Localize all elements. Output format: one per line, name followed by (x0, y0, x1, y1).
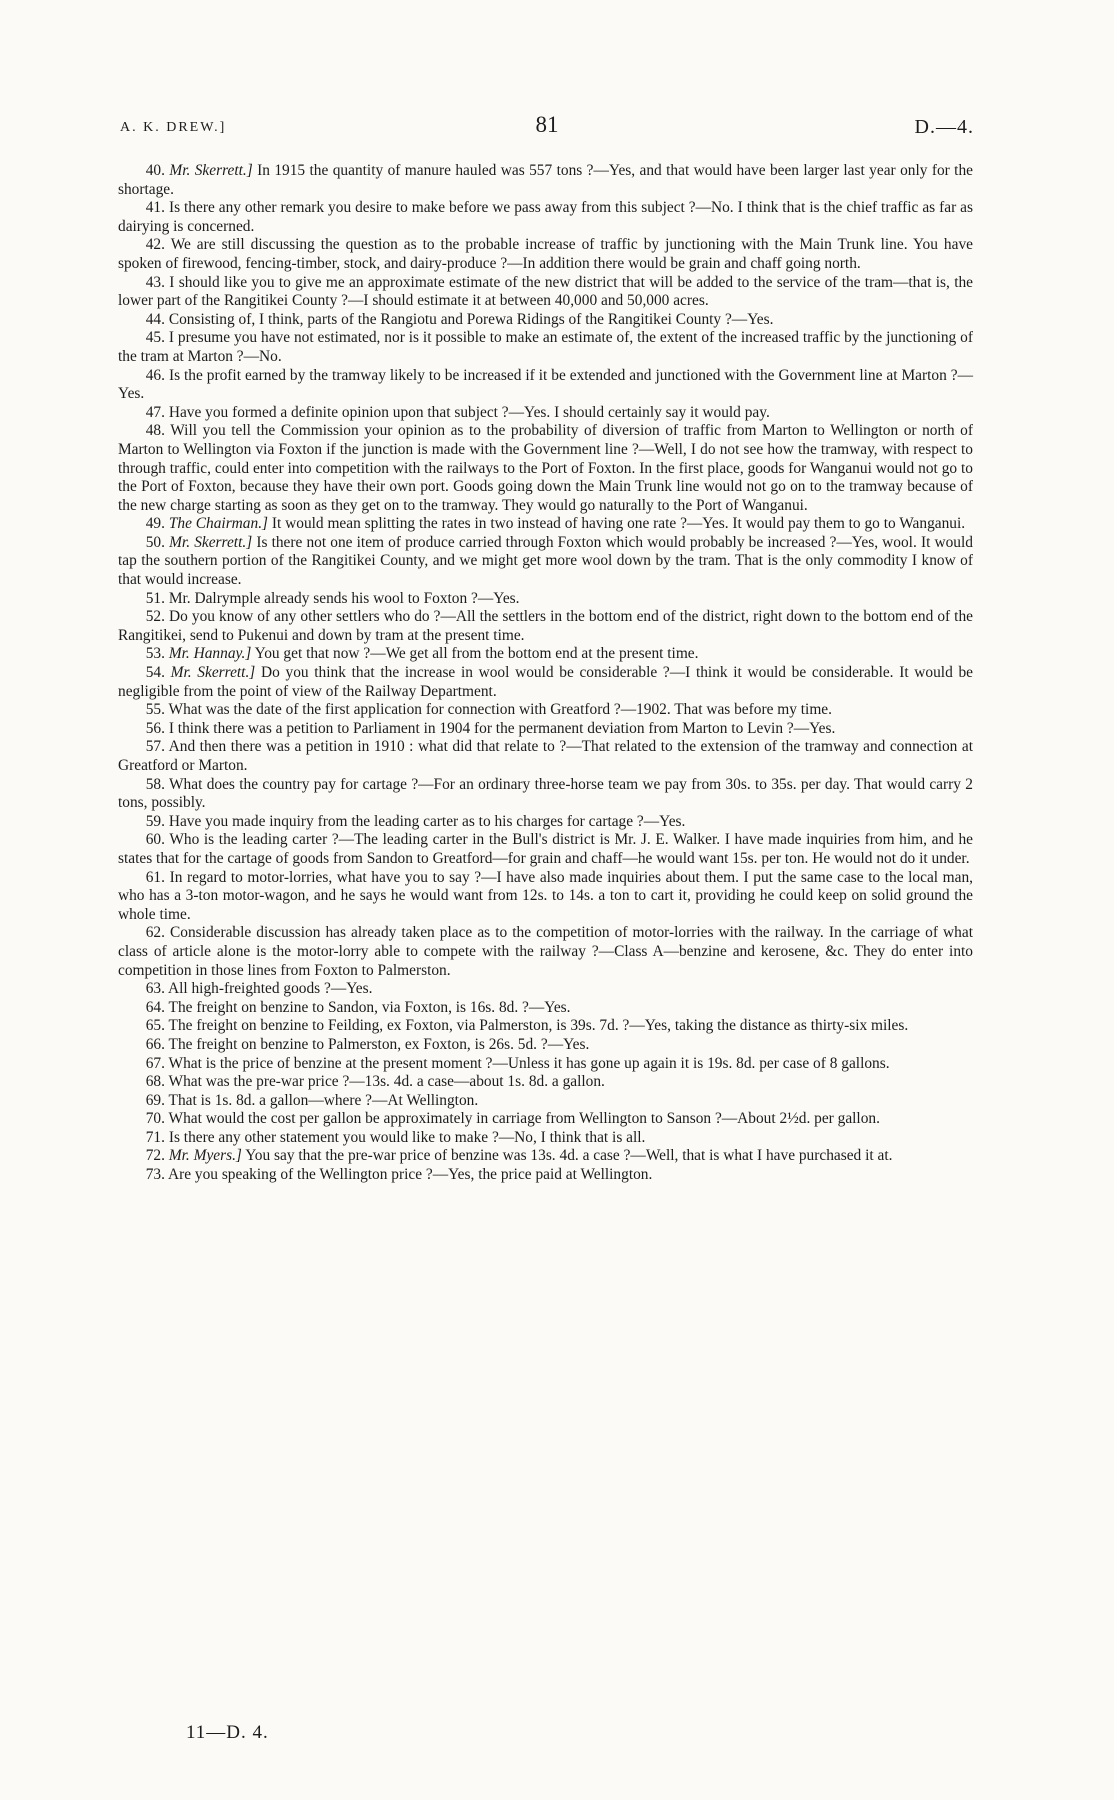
question-paragraph (118, 1073, 973, 1092)
question-paragraph (118, 980, 973, 999)
question-number: 50. (145, 533, 165, 551)
question-text: Have you made inquiry from the leading carter as to his charges for cartage ?—Yes. (168, 812, 686, 830)
question-paragraph (118, 534, 973, 590)
question-paragraph (118, 199, 973, 236)
question-text: Considerable discussion has already taken place as to the competition of motor-lorries with the railway. In the carriage of what class of article alone is the motor-lorry able to compete with the railway ?—Class A—benzine and kerosene, &c. They do enter into competition in those lines from Foxton to Palmerston. (118, 924, 973, 979)
question-number: 55. (145, 701, 165, 719)
question-paragraph (118, 720, 973, 739)
question-number: 51. (145, 589, 165, 607)
question-paragraph (118, 701, 973, 720)
question-number: 44. (145, 310, 165, 328)
question-paragraph (118, 1092, 973, 1111)
question-text: I think there was a petition to Parliament in 1904 for the permanent deviation from Marton to Levin ?—Yes. (168, 719, 836, 737)
speaker-name: Mr. Skerrett.] (169, 162, 253, 179)
question-number: 41. (145, 199, 165, 217)
question-number: 65. (145, 1017, 165, 1035)
question-number: 61. (145, 868, 165, 886)
question-paragraph (118, 1110, 973, 1129)
header-witness: A. K. DREW.] (120, 120, 227, 135)
question-paragraph (118, 1017, 973, 1036)
question-number: 48. (145, 422, 165, 440)
question-text: Will you tell the Commission your opinion as to the probability of diversion of traffic from Marton to Wellington or north of Marton to Wellington via Foxton if the junction is made with the Government line ?—Well, I do not see how the tramway, with respect to through traffic, could enter into competition with the railways to the Port of Foxton. In the first place, goods for Wanganui would not go to the Port of Foxton, because they have their own port. Goods going down the Main Trunk line would not go on to the tramway because of the new charge starting as soon as they get on to the tramway. They would go naturally to the Port of Wanganui. (118, 422, 973, 514)
question-text: Consisting of, I think, parts of the Rangiotu and Porewa Ridings of the Rangitikei County ?—Yes. (168, 310, 774, 328)
question-number: 56. (145, 719, 165, 737)
speaker-name: The Chairman.] (168, 515, 269, 533)
question-text: Are you speaking of the Wellington price ?—Yes, the price paid at Wellington. (167, 1166, 653, 1184)
question-paragraph (118, 831, 973, 868)
question-number: 42. (145, 236, 165, 254)
question-number: 43. (145, 273, 165, 291)
question-number: 53. (145, 645, 165, 663)
question-text: Is there any other statement you would like to make ?—No, I think that is all. (168, 1128, 646, 1146)
document-code: D.—4. (914, 116, 974, 138)
question-number: 63. (145, 980, 165, 998)
question-text: All high-freighted goods ?—Yes. (167, 980, 373, 998)
question-text: You say that the pre-war price of benzine was 13s. 4d. a case ?—Well, that is what I have purchased it at. (245, 1147, 893, 1165)
speaker-name: Mr. Hannay.] (168, 645, 252, 663)
question-text: Do you know of any other settlers who do ?—All the settlers in the bottom end of the district, right down to the bottom end of the Rangitikei, send to Pukenui and down by tram at the present time. (118, 608, 973, 644)
question-paragraph (118, 1129, 973, 1148)
question-paragraph (118, 1036, 973, 1055)
question-text: I presume you have not estimated, nor is it possible to make an estimate of, the extent of the increased traffic by the junctioning of the tram at Marton ?—No. (118, 329, 973, 365)
question-text: Is there any other remark you desire to make before we pass away from this subject ?—No. I think that is the chief traffic as far as dairying is concerned. (118, 199, 973, 235)
question-paragraph (118, 738, 973, 775)
question-text: What does the country pay for cartage ?—For an ordinary three-horse team we pay from 30s. to 35s. per day. That would carry 2 tons, possibly. (118, 775, 973, 812)
question-paragraph (118, 869, 973, 925)
question-paragraph (118, 590, 973, 609)
question-text: What was the date of the first application for connection with Greatford ?—1902. That was before my time. (168, 701, 832, 719)
question-number: 69. (145, 1091, 165, 1109)
question-text: What was the pre-war price ?—13s. 4d. a case—about 1s. 8d. a gallon. (168, 1073, 605, 1091)
question-number: 57. (145, 738, 165, 756)
question-number: 73. (145, 1166, 165, 1184)
question-text: You get that now ?—We get all from the bottom end at the present time. (254, 645, 699, 663)
question-text: In regard to motor-lorries, what have you to say ?—I have also made inquiries about them. I put the same case to the local man, who has a 3-ton motor-wagon, and he says he would want from 12s. to 14s. a ton to cart it, providing he could keep on solid ground the whole time. (118, 868, 973, 923)
question-text: Who is the leading carter ?—The leading carter in the Bull's district is Mr. J. E. Walker. I have made inquiries from him, and he states that for the cartage of goods from Sandon to Greatford—for grain and chaff—he would want 15s. per ton. He would not do it under. (118, 831, 973, 867)
question-number: 45. (145, 329, 165, 347)
question-paragraph (118, 311, 973, 330)
page-number: 81 (535, 112, 559, 137)
footer-signature: 11—D. 4. (186, 1722, 269, 1743)
question-number: 49. (145, 515, 165, 533)
question-paragraph (118, 664, 973, 701)
question-paragraph (118, 1166, 973, 1185)
question-text: I should like you to give me an approximate estimate of the new district that will be added to the service of the tram—that is, the lower part of the Rangitikei County ?—I should estimate it at between 40,000 and 50,000 acres. (118, 273, 973, 310)
question-paragraph (118, 608, 973, 645)
question-number: 70. (145, 1110, 165, 1128)
question-text: We are still discussing the question as to the probable increase of traffic by junctioning with the Main Trunk line. You have spoken of firewood, fencing-timber, stock, and dairy-produce ?—In addition there would be grain and chaff going north. (118, 236, 973, 272)
question-text: The freight on benzine to Palmerston, ex Foxton, is 26s. 5d. ?—Yes. (168, 1035, 590, 1053)
question-number: 60. (145, 831, 165, 849)
question-number: 64. (145, 998, 165, 1016)
question-paragraph (118, 367, 973, 404)
question-text: That is 1s. 8d. a gallon—where ?—At Wellington. (168, 1091, 479, 1109)
question-text: What is the price of benzine at the present moment ?—Unless it has gone up again it is 19s. 8d. per case of 8 gallons. (168, 1054, 890, 1072)
page-header (120, 112, 974, 142)
question-number: 71. (145, 1128, 165, 1146)
question-paragraph (118, 274, 973, 311)
question-text: Have you formed a definite opinion upon that subject ?—Yes. I should certainly say it would pay. (168, 403, 770, 421)
question-number: 40. (145, 162, 165, 179)
question-paragraph (118, 776, 973, 813)
question-text: What would the cost per gallon be approximately in carriage from Wellington to Sanson ?—About 2½d. per gallon. (168, 1110, 880, 1128)
question-paragraph (118, 813, 973, 832)
question-number: 62. (145, 924, 165, 942)
testimony-body (118, 162, 973, 1185)
question-number: 52. (145, 608, 165, 626)
question-text: Is the profit earned by the tramway likely to be increased if it be extended and junctioned with the Government line at Marton ?—Yes. (118, 366, 973, 403)
question-paragraph (118, 999, 973, 1018)
question-text: In 1915 the quantity of manure hauled was 557 tons ?—Yes, and that would have been larger last year only for the shortage. (118, 162, 973, 198)
question-number: 66. (145, 1035, 165, 1053)
question-paragraph (118, 645, 973, 664)
question-text: The freight on benzine to Feilding, ex Foxton, via Palmerston, is 39s. 7d. ?—Yes, taking the distance as thirty-six miles. (168, 1017, 909, 1035)
question-text: And then there was a petition in 1910 : what did that relate to ?—That related to the extension of the tramway and connection at Greatford or Marton. (118, 738, 974, 774)
question-text: Mr. Dalrymple already sends his wool to Foxton ?—Yes. (168, 589, 520, 607)
question-paragraph (118, 515, 973, 534)
question-text: Is there not one item of produce carried through Foxton which would probably be increased ?—Yes, wool. It would tap the southern portion of the Rangitikei County, and we might get more wool down by the tram. That is the only commodity I know of that would increase. (118, 533, 973, 589)
question-text: Do you think that the increase in wool would be considerable ?—I think it would be considerable. It would be negligible from the point of view of the Railway Department. (118, 664, 973, 700)
question-paragraph (118, 924, 973, 980)
question-paragraph (118, 1055, 973, 1074)
question-number: 46. (145, 366, 165, 384)
question-paragraph (118, 236, 973, 273)
question-paragraph (118, 162, 973, 199)
question-paragraph (118, 404, 973, 423)
question-number: 68. (145, 1073, 165, 1091)
question-number: 72. (145, 1147, 165, 1165)
question-paragraph (118, 1147, 973, 1166)
question-paragraph (118, 422, 973, 515)
question-text: It would mean splitting the rates in two instead of having one rate ?—Yes. It would pay them to go to Wanganui. (271, 515, 966, 533)
question-number: 54. (145, 664, 165, 682)
speaker-name: Mr. Skerrett.] (169, 533, 253, 551)
question-number: 47. (145, 403, 165, 421)
speaker-name: Mr. Skerrett.] (170, 664, 256, 682)
question-paragraph (118, 329, 973, 366)
question-number: 59. (145, 812, 165, 830)
question-number: 67. (145, 1054, 165, 1072)
question-text: The freight on benzine to Sandon, via Foxton, is 16s. 8d. ?—Yes. (168, 998, 571, 1016)
question-number: 58. (145, 775, 165, 793)
speaker-name: Mr. Myers.] (168, 1147, 242, 1165)
